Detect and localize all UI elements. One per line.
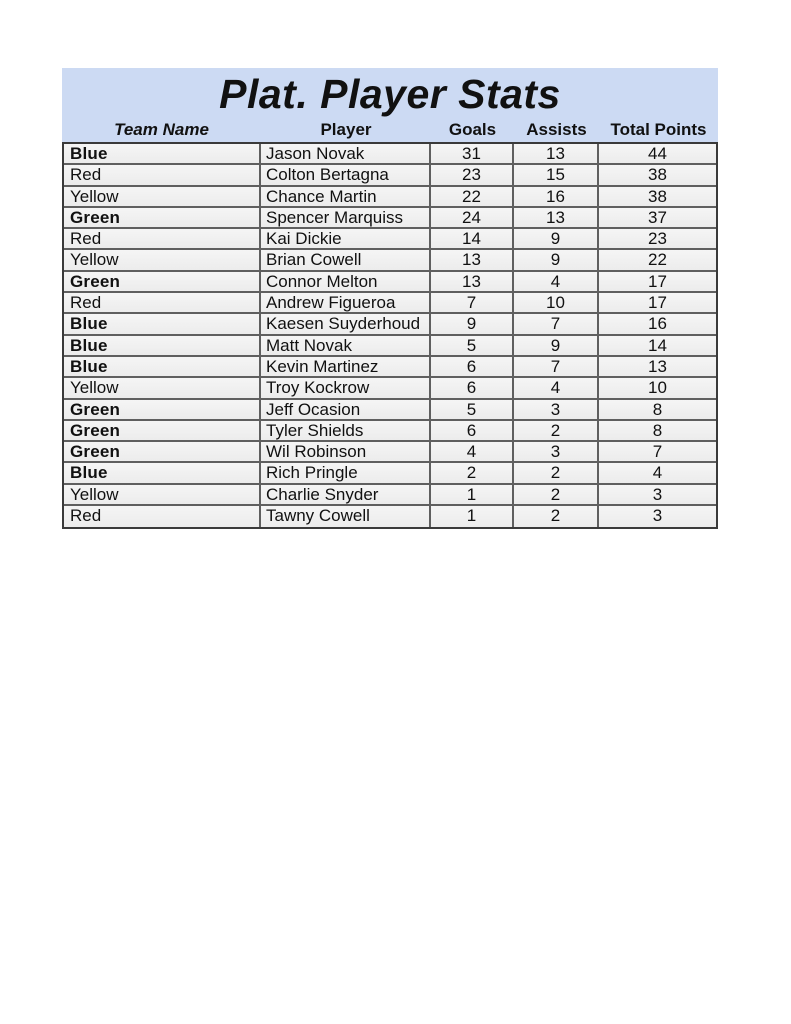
- table-row: [64, 485, 716, 506]
- cell-total-points: 7: [652, 442, 663, 462]
- cell-goals: 6: [431, 378, 514, 397]
- cell-player: Colton Bertagna: [261, 165, 431, 184]
- cell-total-points: 14: [648, 335, 667, 355]
- cell-assists: 4: [514, 272, 599, 291]
- cell-assists: 16: [514, 187, 599, 206]
- cell-assists: 2: [514, 506, 599, 527]
- cell-total-points: 16: [648, 314, 667, 334]
- cell-goals: 14: [431, 229, 514, 248]
- cell-player: Jeff Ocasion: [261, 400, 431, 419]
- cell-team-name: Yellow: [64, 187, 261, 206]
- table-row: [64, 187, 716, 208]
- player-stats-table: [62, 142, 718, 529]
- cell-team-name: Yellow: [64, 378, 261, 397]
- table-row: [64, 506, 716, 527]
- cell-goals: 23: [431, 165, 514, 184]
- column-header-goals: Goals: [448, 120, 497, 139]
- cell-player: Kaesen Suyderhoud: [261, 314, 431, 333]
- cell-team-name: Red: [64, 506, 261, 527]
- cell-assists: 2: [514, 463, 599, 482]
- table-row: [64, 293, 716, 314]
- title-banner: [62, 68, 718, 142]
- cell-assists: 3: [514, 400, 599, 419]
- cell-player: Connor Melton: [261, 272, 431, 291]
- cell-total-points: 8: [652, 399, 663, 419]
- column-header-row: [62, 118, 718, 142]
- cell-assists: 13: [514, 208, 599, 227]
- cell-team-name: Green: [64, 400, 261, 419]
- table-row: [64, 336, 716, 357]
- column-header-player: Player: [320, 120, 372, 139]
- cell-assists: 4: [514, 378, 599, 397]
- cell-team-name: Yellow: [64, 485, 261, 504]
- cell-assists: 13: [514, 144, 599, 163]
- cell-total-points: 44: [648, 144, 667, 163]
- table-row: [64, 229, 716, 250]
- cell-goals: 6: [431, 421, 514, 440]
- cell-team-name: Blue: [64, 357, 261, 376]
- cell-total-points: 10: [648, 378, 667, 398]
- cell-total-points: 38: [648, 186, 667, 206]
- cell-assists: 15: [514, 165, 599, 184]
- cell-goals: 13: [431, 272, 514, 291]
- cell-player: Kevin Martinez: [261, 357, 431, 376]
- cell-total-points: 37: [648, 207, 667, 227]
- cell-total-points: 23: [648, 229, 667, 249]
- cell-team-name: Red: [64, 165, 261, 184]
- table-row: [64, 272, 716, 293]
- cell-goals: 6: [431, 357, 514, 376]
- column-header-total-points: Total Points: [610, 120, 707, 139]
- cell-player: Spencer Marquiss: [261, 208, 431, 227]
- cell-total-points: 13: [648, 356, 667, 376]
- table-row: [64, 208, 716, 229]
- cell-goals: 5: [431, 336, 514, 355]
- cell-player: Tyler Shields: [261, 421, 431, 440]
- cell-goals: 1: [431, 506, 514, 527]
- column-header-team-name: Team Name: [114, 120, 209, 139]
- table-row: [64, 442, 716, 463]
- cell-total-points: 22: [648, 250, 667, 270]
- cell-total-points: 8: [652, 420, 663, 440]
- cell-assists: 9: [514, 250, 599, 269]
- cell-assists: 7: [514, 357, 599, 376]
- cell-total-points: 17: [648, 293, 667, 313]
- cell-team-name: Green: [64, 208, 261, 227]
- cell-assists: 3: [514, 442, 599, 461]
- cell-assists: 2: [514, 421, 599, 440]
- cell-total-points: 17: [648, 271, 667, 291]
- table-row: [64, 378, 716, 399]
- cell-assists: 9: [514, 336, 599, 355]
- cell-player: Tawny Cowell: [261, 506, 431, 527]
- cell-assists: 7: [514, 314, 599, 333]
- cell-total-points: 3: [652, 484, 663, 504]
- cell-goals: 7: [431, 293, 514, 312]
- cell-player: Andrew Figueroa: [261, 293, 431, 312]
- cell-player: Kai Dickie: [261, 229, 431, 248]
- cell-player: Jason Novak: [261, 144, 431, 163]
- cell-team-name: Yellow: [64, 250, 261, 269]
- cell-goals: 13: [431, 250, 514, 269]
- cell-player: Rich Pringle: [261, 463, 431, 482]
- cell-goals: 9: [431, 314, 514, 333]
- cell-assists: 9: [514, 229, 599, 248]
- cell-total-points: 38: [648, 165, 667, 185]
- page-title: Plat. Player Stats: [219, 70, 561, 117]
- cell-player: Charlie Snyder: [261, 485, 431, 504]
- table-row: [64, 314, 716, 335]
- cell-team-name: Green: [64, 442, 261, 461]
- cell-assists: 10: [514, 293, 599, 312]
- cell-goals: 1: [431, 485, 514, 504]
- cell-goals: 31: [431, 144, 514, 163]
- cell-team-name: Blue: [64, 336, 261, 355]
- table-row: [64, 165, 716, 186]
- cell-team-name: Green: [64, 272, 261, 291]
- table-row: [64, 250, 716, 271]
- cell-goals: 2: [431, 463, 514, 482]
- cell-team-name: Blue: [64, 463, 261, 482]
- cell-goals: 5: [431, 400, 514, 419]
- cell-team-name: Red: [64, 229, 261, 248]
- cell-player: Wil Robinson: [261, 442, 431, 461]
- cell-player: Brian Cowell: [261, 250, 431, 269]
- cell-goals: 22: [431, 187, 514, 206]
- column-header-assists: Assists: [526, 120, 587, 139]
- cell-player: Troy Kockrow: [261, 378, 431, 397]
- cell-player: Matt Novak: [261, 336, 431, 355]
- cell-team-name: Blue: [64, 144, 261, 163]
- cell-total-points: 3: [652, 506, 663, 526]
- cell-assists: 2: [514, 485, 599, 504]
- cell-team-name: Red: [64, 293, 261, 312]
- cell-goals: 24: [431, 208, 514, 227]
- cell-team-name: Green: [64, 421, 261, 440]
- cell-player: Chance Martin: [261, 187, 431, 206]
- cell-goals: 4: [431, 442, 514, 461]
- table-row: [64, 400, 716, 421]
- table-row: [64, 421, 716, 442]
- table-row: [64, 144, 716, 165]
- cell-total-points: 4: [652, 463, 663, 483]
- table-row: [64, 463, 716, 484]
- table-row: [64, 357, 716, 378]
- cell-team-name: Blue: [64, 314, 261, 333]
